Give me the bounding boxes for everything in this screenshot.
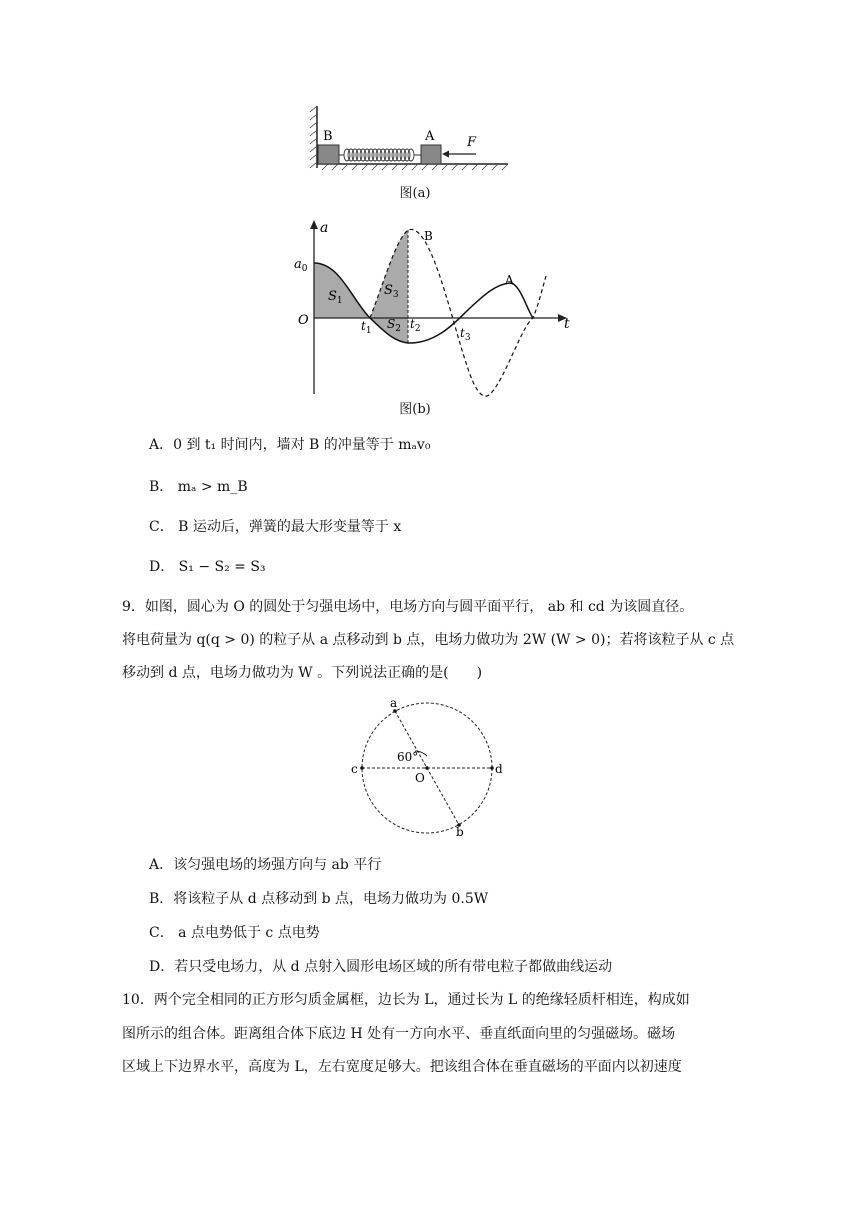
q8-option-d: D． S₁ − S₂ = S₃ xyxy=(149,559,266,575)
t1-label: $t_1$ xyxy=(361,319,372,336)
spring xyxy=(344,149,414,161)
curve-b-label: B xyxy=(424,229,433,243)
origin-label: O xyxy=(298,313,309,328)
axis-x-label: t xyxy=(564,316,570,332)
q10-line1: 10．两个完全相同的正方形匀质金属框，边长为 L，通过长为 L 的绝缘轻质杆相连，构成如 xyxy=(122,992,690,1008)
q9-option-a: A．该匀强电场的场强方向与 ab 平行 xyxy=(149,857,382,873)
q9-stem-line2: 将电荷量为 q(q > 0) 的粒子从 a 点移动到 b 点，电场力做功为 2W (W > 0)；若将该粒子从 c 点 xyxy=(122,632,735,648)
a0-label: $a_0$ xyxy=(294,257,308,274)
q8-option-b: B． mₐ > m_B xyxy=(149,479,248,495)
block-a xyxy=(421,145,441,164)
label-a: A xyxy=(425,129,435,144)
point-b-label: b xyxy=(456,825,464,838)
q8-option-c: C． B 运动后，弹簧的最大形变量等于 x xyxy=(149,519,402,535)
block-b xyxy=(318,145,339,164)
s1-label: $S_1$ xyxy=(328,289,343,306)
point-d-label: d xyxy=(495,762,503,776)
q9-stem-line3: 移动到 d 点，电场力做功为 W 。下列说法正确的是( ) xyxy=(122,665,483,681)
q9-option-c: C． a 点电势低于 c 点电势 xyxy=(149,925,320,941)
t3-label: $t_3$ xyxy=(460,326,471,343)
q10-line3: 区域上下边界水平，高度为 L，左右宽度足够大。把该组合体在垂直磁场的平面内以初速度 xyxy=(122,1059,682,1075)
s2-label: $S_2$ xyxy=(387,317,401,334)
point-a-label: a xyxy=(390,698,398,710)
figure-b xyxy=(288,216,578,400)
q9-option-b: B．将该粒子从 d 点移动到 b 点，电场力做功为 0.5W xyxy=(149,891,489,907)
q9-option-d: D．若只受电场力，从 d 点射入圆形电场区域的所有带电粒子都做曲线运动 xyxy=(149,959,613,975)
center-o-label: O xyxy=(415,771,425,785)
label-force: F xyxy=(467,135,477,150)
figure-a-caption: 图(a) xyxy=(399,186,431,201)
q9-stem-line1: 9．如图，圆心为 O 的圆处于匀强电场中，电场方向与圆平面平行， ab 和 cd 为该圆直径。 xyxy=(122,599,694,615)
angle-label: 60° xyxy=(397,750,419,764)
figure-b-caption: 图(b) xyxy=(399,402,431,417)
q8-option-a: A．0 到 t₁ 时间内，墙对 B 的冲量等于 mₐv₀ xyxy=(149,437,431,453)
label-b: B xyxy=(323,129,333,144)
q9-circle-figure xyxy=(345,698,515,838)
area-s3 xyxy=(370,230,408,318)
curve-a-label: A xyxy=(505,273,514,287)
area-s1 xyxy=(314,263,370,318)
t2-label: $t_2$ xyxy=(410,317,421,334)
axis-y-label: a xyxy=(320,220,329,236)
s3-label: $S_3$ xyxy=(384,283,399,300)
point-c-label: c xyxy=(351,762,358,776)
q10-line2: 图所示的组合体。距离组合体下底边 H 处有一方向水平、垂直纸面向里的匀强磁场。磁场 xyxy=(122,1026,676,1042)
figure-a xyxy=(300,104,520,180)
